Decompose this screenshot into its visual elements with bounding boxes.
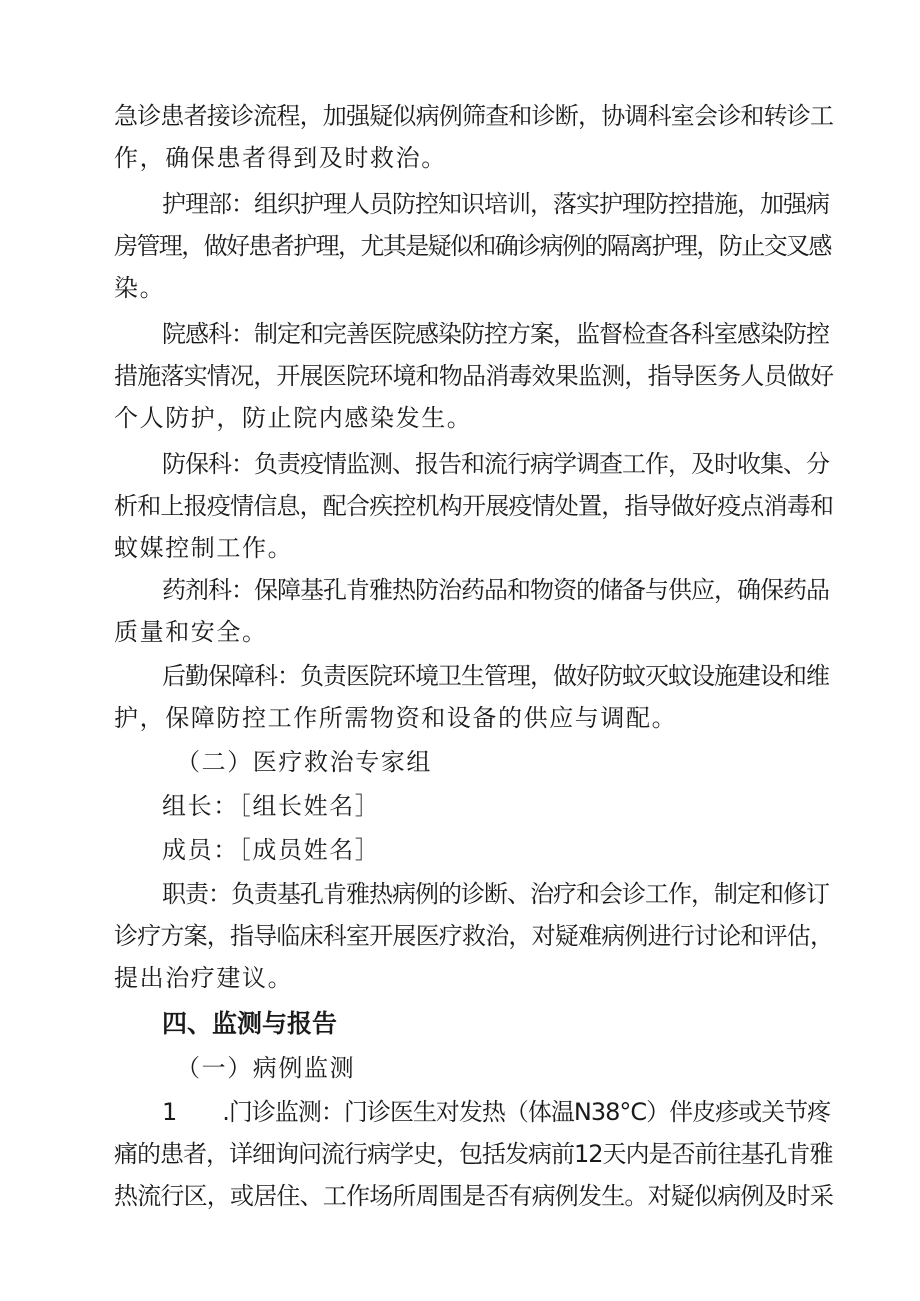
subheading-case-monitoring: （一）病例监测 xyxy=(176,1054,356,1082)
body-line: 房管理，做好患者护理，尤其是疑似和确诊病例的隔离护理，防止交叉感 xyxy=(114,232,831,260)
body-line: 热流行区，或居住、工作场所周围是否有病例发生。对疑似病例及时采 xyxy=(114,1182,834,1210)
paragraph-outpatient-monitoring: 1 .门诊监测：门诊医生对发热（体温N38°C）伴皮疹或关节疼 xyxy=(162,1098,831,1126)
paragraph-preventive-care: 防保科：负责疫情监测、报告和流行病学调查工作，及时收集、分 xyxy=(162,450,829,478)
body-line: 质量和安全。 xyxy=(114,618,268,646)
paragraph-logistics: 后勤保障科：负责医院环境卫生管理，做好防蚊灭蚊设施建设和维 xyxy=(162,662,829,690)
body-line: 析和上报疫情信息，配合疾控机构开展疫情处置，指导做好疫点消毒和 xyxy=(114,492,834,520)
paragraph-pharmacy: 药剂科：保障基孔肯雅热防治药品和物资的储备与供应，确保药品 xyxy=(162,576,829,604)
body-line: 痛的患者，详细询问流行病学史，包括发病前12天内是否前往基孔肯雅 xyxy=(114,1140,833,1168)
body-line: 护，保障防控工作所需物资和设备的供应与调配。 xyxy=(114,704,678,732)
body-line: 作，确保患者得到及时救治。 xyxy=(114,144,447,172)
group-leader-line: 组长：［组长姓名］ xyxy=(162,792,381,820)
body-line: 诊疗方案，指导临床科室开展医疗救治，对疑难病例进行讨论和评估， xyxy=(114,922,834,950)
subheading-expert-group: （二）医疗救治专家组 xyxy=(176,748,432,776)
body-line: 急诊患者接诊流程，加强疑似病例筛查和诊断，协调科室会诊和转诊工 xyxy=(114,102,834,130)
body-line: 措施落实情况，开展医院环境和物品消毒效果监测，指导医务人员做好 xyxy=(114,362,834,390)
section-heading-monitoring: 四、监测与报告 xyxy=(162,1009,338,1038)
paragraph-nursing-dept: 护理部：组织护理人员防控知识培训，落实护理防控措施，加强病 xyxy=(162,190,829,218)
body-line: 个人防护，防止院内感染发生。 xyxy=(114,404,473,432)
body-line: 染。 xyxy=(114,274,166,302)
paragraph-infection-control: 院感科：制定和完善医院感染防控方案，监督检查各科室感染防控 xyxy=(162,320,829,348)
group-members-line: 成员：［成员姓名］ xyxy=(162,836,381,864)
body-line: 提出治疗建议。 xyxy=(114,964,294,992)
body-line: 蚊媒控制工作。 xyxy=(114,534,294,562)
paragraph-duties: 职责：负责基孔肯雅热病例的诊断、治疗和会诊工作，制定和修订 xyxy=(162,880,829,908)
